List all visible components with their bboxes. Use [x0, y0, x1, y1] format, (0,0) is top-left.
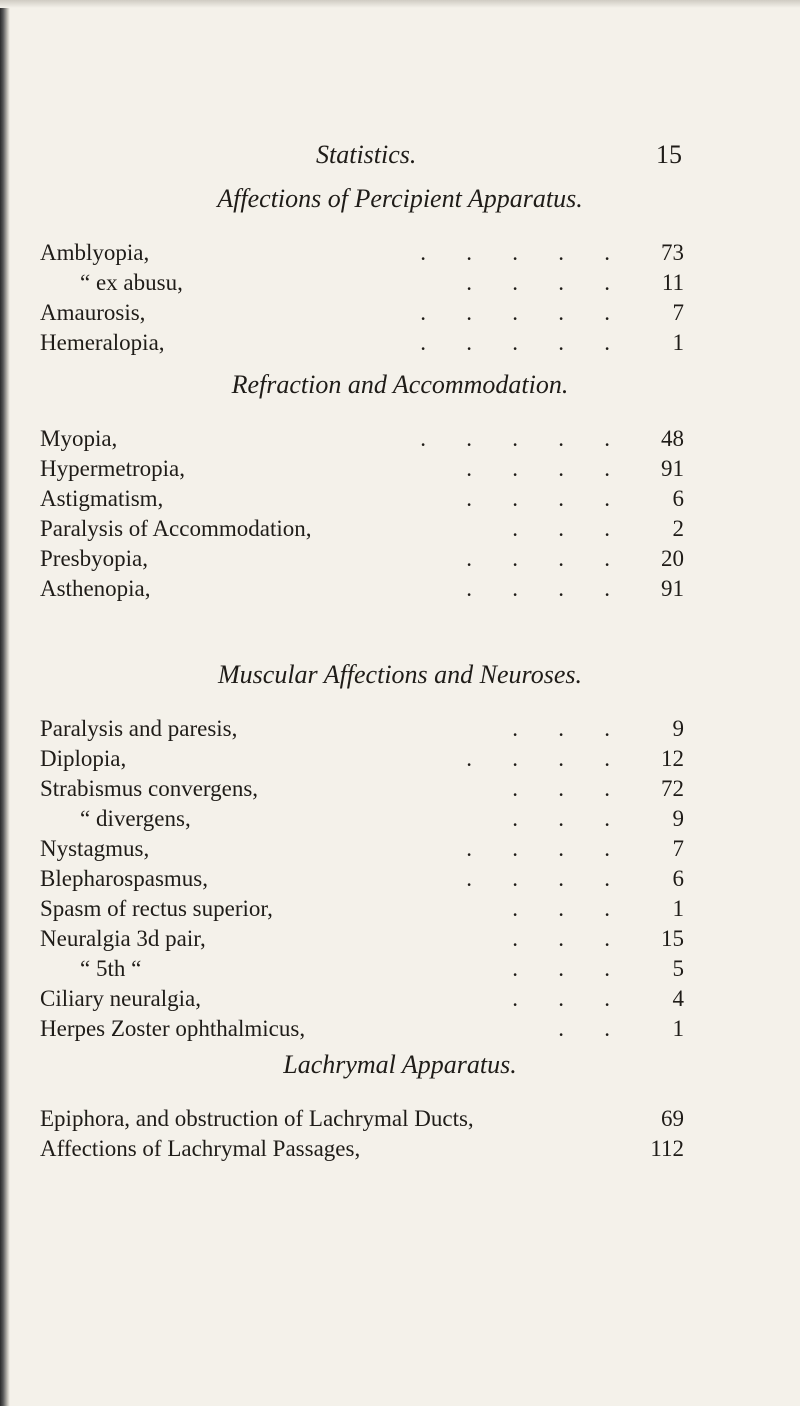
- row-value: 11: [661, 270, 684, 295]
- page-number: 15: [656, 140, 682, 169]
- row-label: “ ex abusu,: [80, 270, 183, 295]
- table-row: [40, 1134, 684, 1164]
- row-value: 9: [672, 806, 684, 831]
- table-row: [40, 804, 684, 834]
- table-row: [40, 774, 684, 804]
- leader-dots: . . .: [512, 776, 610, 801]
- section-percipient-rows: [40, 238, 684, 358]
- row-value: 7: [672, 836, 684, 861]
- section-lachrymal-rows: [40, 1104, 684, 1164]
- table-row: [40, 924, 684, 954]
- leader-dots: . . .: [512, 986, 610, 1011]
- table-row: [40, 1014, 684, 1044]
- table-row: [40, 514, 684, 544]
- section-title-refraction: Refraction and Accommodation.: [231, 370, 569, 399]
- row-value: 91: [661, 576, 684, 601]
- table-row: [40, 298, 684, 328]
- section-title-percipient: Affections of Percipient Apparatus.: [217, 184, 583, 213]
- row-value: 15: [661, 926, 684, 951]
- table-row: [40, 238, 684, 268]
- row-value: 1: [672, 330, 684, 355]
- row-label: Myopia,: [40, 426, 118, 451]
- row-value: 1: [672, 896, 684, 921]
- row-label: Paralysis of Accommodation,: [40, 516, 312, 541]
- table-row: [40, 744, 684, 774]
- leader-dots: . . . . .: [420, 240, 610, 265]
- page-header: [0, 140, 800, 180]
- leader-dots: . . . . .: [420, 300, 610, 325]
- row-label: Asthenopia,: [40, 576, 151, 601]
- table-row: [40, 268, 684, 298]
- row-label: Amaurosis,: [40, 300, 146, 325]
- leader-dots: . . . .: [466, 866, 610, 891]
- row-value: 9: [672, 716, 684, 741]
- row-value: 7: [672, 300, 684, 325]
- leader-dots: . . . .: [466, 270, 610, 295]
- table-row: [40, 574, 684, 604]
- row-value: 91: [661, 456, 684, 481]
- leader-dots: . . . . .: [420, 330, 610, 355]
- row-value: 112: [650, 1136, 684, 1161]
- row-value: 6: [672, 486, 684, 511]
- leader-dots: . . .: [512, 956, 610, 981]
- row-label: Epiphora, and obstruction of Lachrymal Ducts,: [40, 1106, 474, 1131]
- row-label: “ divergens,: [80, 806, 191, 831]
- leader-dots: . . .: [512, 896, 610, 921]
- row-value: 69: [661, 1106, 684, 1131]
- leader-dots: . . .: [512, 806, 610, 831]
- row-label: Amblyopia,: [40, 240, 150, 265]
- section-title-lachrymal: Lachrymal Apparatus.: [283, 1050, 517, 1079]
- table-row: [40, 454, 684, 484]
- table-row: [40, 894, 684, 924]
- row-label: Herpes Zoster ophthalmicus,: [40, 1016, 306, 1041]
- section-title-muscular: Muscular Affections and Neuroses.: [218, 660, 582, 689]
- leader-dots: . . . .: [466, 836, 610, 861]
- row-label: Blepharospasmus,: [40, 866, 209, 891]
- leader-dots: . . . .: [466, 486, 610, 511]
- row-label: Presbyopia,: [40, 546, 148, 571]
- table-row: [40, 544, 684, 574]
- row-value: 20: [661, 546, 684, 571]
- table-row: [40, 864, 684, 894]
- leader-dots: . .: [558, 1016, 610, 1041]
- row-value: 2: [672, 516, 684, 541]
- row-value: 48: [661, 426, 684, 451]
- leader-dots: . . . .: [466, 456, 610, 481]
- row-label: “ 5th “: [80, 956, 142, 981]
- leader-dots: . . . . .: [420, 426, 610, 451]
- row-label: Strabismus convergens,: [40, 776, 259, 801]
- table-row: [40, 984, 684, 1014]
- row-value: 73: [661, 240, 684, 265]
- page-top-edge: [0, 0, 800, 8]
- running-title: Statistics.: [316, 140, 417, 169]
- row-label: Neuralgia 3d pair,: [40, 926, 206, 951]
- row-label: Hemeralopia,: [40, 330, 165, 355]
- table-row: [40, 954, 684, 984]
- table-row: [40, 328, 684, 358]
- row-label: Diplopia,: [40, 746, 127, 771]
- row-label: Ciliary neuralgia,: [40, 986, 201, 1011]
- table-row: [40, 1104, 684, 1134]
- row-value: 5: [672, 956, 684, 981]
- table-row: [40, 484, 684, 514]
- row-value: 72: [661, 776, 684, 801]
- row-label: Astigmatism,: [40, 486, 164, 511]
- table-row: [40, 714, 684, 744]
- row-value: 6: [672, 866, 684, 891]
- row-value: 4: [672, 986, 684, 1011]
- section-muscular-rows: [40, 714, 684, 1044]
- row-label: Spasm of rectus superior,: [40, 896, 273, 921]
- row-value: 1: [672, 1016, 684, 1041]
- row-value: 12: [661, 746, 684, 771]
- table-row: [40, 834, 684, 864]
- leader-dots: . . . .: [466, 746, 610, 771]
- leader-dots: . . . .: [466, 546, 610, 571]
- row-label: Nystagmus,: [40, 836, 150, 861]
- row-label: Affections of Lachrymal Passages,: [40, 1136, 361, 1161]
- row-label: Hypermetropia,: [40, 456, 185, 481]
- section-refraction-rows: [40, 424, 684, 604]
- leader-dots: . . . .: [466, 576, 610, 601]
- row-label: Paralysis and paresis,: [40, 716, 238, 741]
- table-row: [40, 424, 684, 454]
- leader-dots: . . .: [512, 516, 610, 541]
- leader-dots: . . .: [512, 926, 610, 951]
- leader-dots: . . .: [512, 716, 610, 741]
